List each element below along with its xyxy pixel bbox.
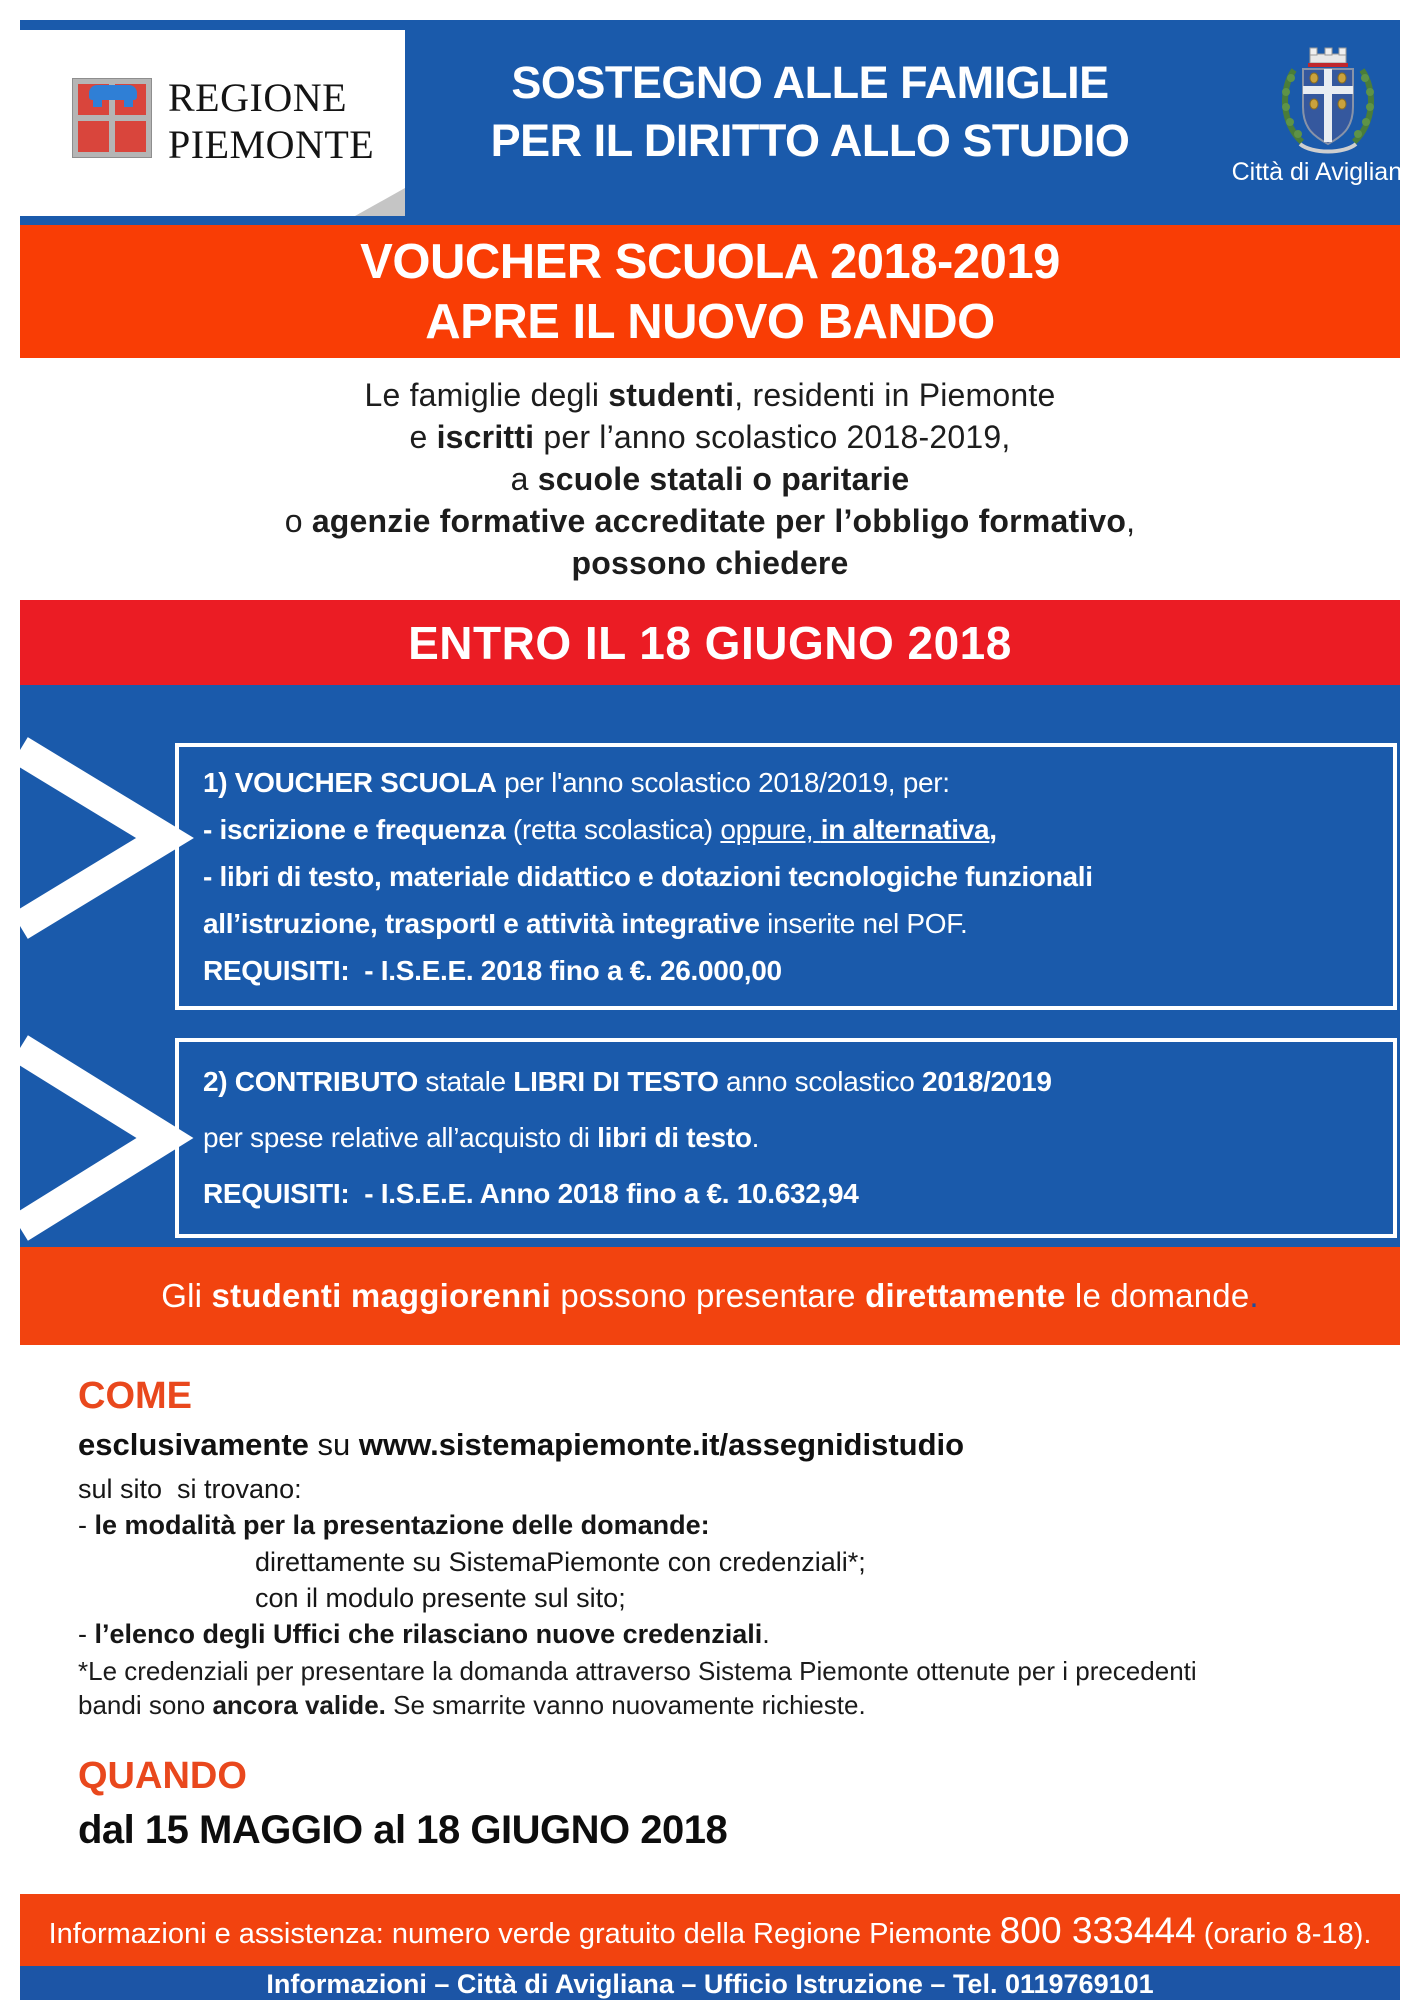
- info-assistance-banner: [20, 1894, 1400, 1966]
- box2-line: 2) CONTRIBUTO statale LIBRI DI TESTO anno scolastico 2018/2019: [203, 1066, 1052, 1097]
- municipal-footer-banner: [20, 1966, 1400, 2000]
- intro-line: Le famiglie degli studenti, residenti in Piemonte: [364, 377, 1056, 413]
- municipal-footer-text: Informazioni – Città di Avigliana – Ufficio Istruzione – Tel. 0119769101: [266, 1969, 1154, 1999]
- come-indent-modulo: con il modulo presente sul sito;: [255, 1583, 626, 1613]
- page-curl-decoration: [355, 188, 405, 216]
- box2-line: per spese relative all’acquisto di libri di testo.: [203, 1122, 760, 1153]
- adult-students-text: Gli studenti maggiorenni possono presentare direttamente le domande.: [161, 1277, 1259, 1314]
- intro-line: o agenzie formative accreditate per l’obbligo formativo,: [284, 503, 1136, 539]
- avigliana-crest-icon: [1272, 44, 1384, 158]
- come-heading: COME: [78, 1375, 192, 1417]
- voucher-box-1: [175, 743, 1397, 1010]
- quando-dates: dal 15 MAGGIO al 18 GIUGNO 2018: [78, 1808, 728, 1852]
- quando-heading: QUANDO: [78, 1755, 247, 1797]
- intro-line: a scuole statali o paritarie: [510, 461, 910, 497]
- come-modalita-line: - le modalità per la presentazione delle domande:: [78, 1510, 710, 1540]
- page-title-line2: PER IL DIRITTO ALLO STUDIO: [490, 115, 1130, 166]
- come-site-line: sul sito si trovano:: [78, 1474, 302, 1504]
- info-assistance-text: Informazioni e assistenza: numero verde gratuito della Regione Piemonte 800 333444 (orario 8-18).: [48, 1908, 1372, 1951]
- regione-piemonte-emblem-icon: [72, 78, 152, 158]
- box1-line: - iscrizione e frequenza (retta scolastica) oppure, in alternativa,: [203, 814, 997, 845]
- box1-line: all’istruzione, trasportI e attività integrative inserite nel POF.: [203, 908, 968, 939]
- deadline-banner: [20, 600, 1400, 685]
- header-band: [20, 20, 1416, 225]
- come-elenco-line: - l’elenco degli Uffici che rilasciano nuove credenziali.: [78, 1619, 770, 1649]
- emblem-blue-mark: [89, 85, 137, 100]
- come-indent-credenziali: direttamente su SistemaPiemonte con credenziali*;: [255, 1547, 866, 1577]
- regione-piemonte-wordmark: [168, 74, 374, 168]
- intro-line: possono chiedere: [571, 545, 849, 581]
- box2-line: REQUISITI: - I.S.E.E. Anno 2018 fino a €. 10.632,94: [203, 1178, 859, 1209]
- chevron-right-icon: [20, 685, 200, 1247]
- benefits-section: [20, 685, 1400, 1247]
- box1-line: 1) VOUCHER SCUOLA per l'anno scolastico 2018/2019, per:: [203, 767, 950, 798]
- voucher-banner-line1: VOUCHER SCUOLA 2018-2019: [360, 234, 1060, 289]
- intro-paragraph: [20, 358, 1400, 600]
- page-title: [420, 54, 1200, 170]
- voucher-banner: [20, 225, 1400, 358]
- come-url-line: esclusivamente su www.sistemapiemonte.it/assegnidistudio: [78, 1427, 965, 1462]
- emblem-red-square: [115, 121, 146, 152]
- org-name-line2: PIEMONTE: [168, 122, 375, 167]
- intro-line: e iscritti per l’anno scolastico 2018-2019,: [409, 419, 1011, 455]
- box1-line: REQUISITI: - I.S.E.E. 2018 fino a €. 26.000,00: [203, 955, 782, 986]
- voucher-box-2: [175, 1038, 1397, 1238]
- avigliana-label: Città di Avigliana: [1231, 158, 1416, 186]
- voucher-banner-line2: APRE IL NUOVO BANDO: [425, 294, 995, 349]
- emblem-red-square: [78, 121, 109, 152]
- adult-students-banner: [20, 1247, 1400, 1345]
- regione-piemonte-logo-box: [20, 30, 405, 216]
- page-title-line1: SOSTEGNO ALLE FAMIGLIE: [511, 57, 1109, 108]
- come-footnote-line1: *Le credenziali per presentare la domanda attraverso Sistema Piemonte ottenute per i precedenti: [78, 1656, 1197, 1686]
- come-footnote-line2: bandi sono ancora valide. Se smarrite vanno nuovamente richieste.: [78, 1690, 866, 1720]
- org-name-line1: REGIONE: [168, 75, 348, 120]
- box1-line: - libri di testo, materiale didattico e dotazioni tecnologiche funzionali: [203, 861, 1093, 892]
- deadline-text: ENTRO IL 18 GIUGNO 2018: [408, 616, 1012, 669]
